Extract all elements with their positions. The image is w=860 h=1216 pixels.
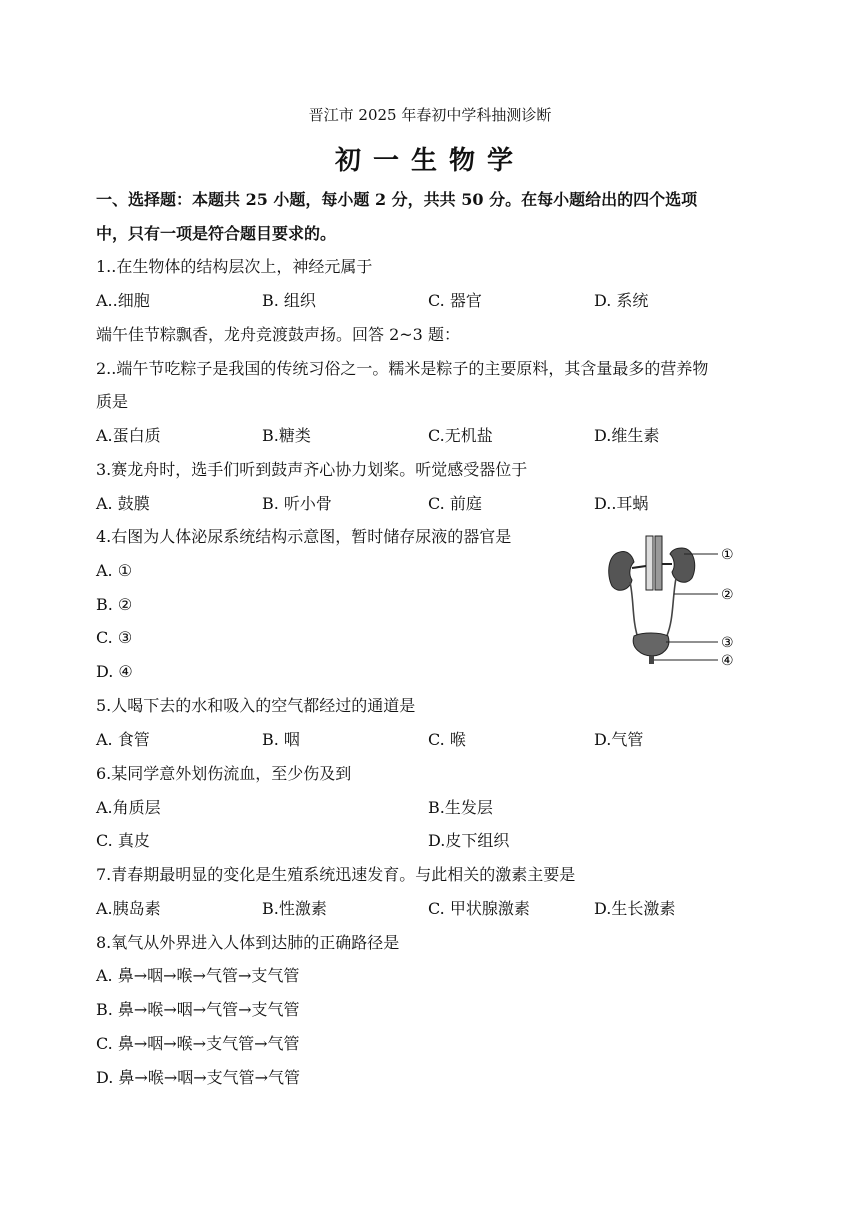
question-5-option-a: A. 食管: [96, 730, 150, 749]
aorta-shape: [646, 536, 653, 590]
question-1-option-a: A..细胞: [96, 291, 150, 310]
question-3-option-b: B. 听小骨: [262, 494, 332, 513]
question-8-option-b: B. 鼻→喉→咽→气管→支气管: [96, 1000, 300, 1019]
figure-label-1: ①: [721, 547, 734, 563]
question-3-option-d: D..耳蜗: [594, 494, 649, 513]
question-4-option-b: B. ②: [96, 595, 133, 614]
question-5-option-d: D.气管: [594, 730, 644, 749]
question-6-option-c: C. 真皮: [96, 831, 150, 850]
question-1-stem: 1..在生物体的结构层次上，神经元属于: [96, 257, 373, 276]
question-7-stem: 7.青春期最明显的变化是生殖系统迅速发育。与此相关的激素主要是: [96, 865, 576, 884]
left-ureter-shape: [630, 582, 638, 638]
question-3-stem: 3.赛龙舟时，选手们听到鼓声齐心协力划桨。听觉感受器位于: [96, 460, 528, 479]
question-8-stem: 8.氧气从外界进入人体到达肺的正确路径是: [96, 933, 400, 952]
question-2-stem-line1: 2..端午节吃粽子是我国的传统习俗之一。糯米是粽子的主要原料，其含量最多的营养物: [96, 359, 709, 378]
question-5-stem: 5.人喝下去的水和吸入的空气都经过的通道是: [96, 696, 416, 715]
exam-subtitle: 晋江市 2025 年春初中学科抽测诊断: [308, 106, 552, 124]
question-2-option-c: C.无机盐: [428, 426, 493, 445]
right-ureter-shape: [666, 578, 676, 638]
question-6-option-b: B.生发层: [428, 798, 493, 817]
question-2-stem-line2: 质是: [96, 392, 129, 411]
section-heading-line1: 一、选择题：本题共 25 小题，每小题 2 分，共共 50 分。在每小题给出的四个选项: [96, 190, 698, 209]
question-5-option-c: C. 喉: [428, 730, 466, 749]
question-5-option-b: B. 咽: [262, 730, 300, 749]
context-intro: 端午佳节粽飘香，龙舟竞渡鼓声扬。回答 2~3 题：: [96, 325, 460, 344]
figure-label-4: ④: [721, 653, 734, 669]
question-1-option-d: D. 系统: [594, 291, 649, 310]
question-4-option-d: D. ④: [96, 662, 133, 681]
question-8-option-c: C. 鼻→咽→喉→支气管→气管: [96, 1034, 300, 1053]
question-7-option-b: B.性激素: [262, 899, 327, 918]
question-1-option-c: C. 器官: [428, 291, 482, 310]
question-2-option-d: D.维生素: [594, 426, 660, 445]
question-2-option-a: A.蛋白质: [96, 426, 161, 445]
question-1-option-b: B. 组织: [262, 291, 316, 310]
section-heading-line2: 中，只有一项是符合题目要求的。: [96, 224, 337, 243]
question-6-option-d: D.皮下组织: [428, 831, 510, 850]
question-4-option-a: A. ①: [96, 561, 133, 580]
urinary-system-diagram: [600, 530, 750, 680]
question-4-stem: 4.右图为人体泌尿系统结构示意图，暂时储存尿液的器官是: [96, 527, 512, 546]
question-7-option-d: D.生长激素: [594, 899, 676, 918]
urinary-system-figure: [600, 530, 750, 680]
vena-cava-shape: [655, 536, 662, 590]
question-6-stem: 6.某同学意外划伤流血，至少伤及到: [96, 764, 352, 783]
figure-label-2: ②: [721, 587, 734, 603]
question-3-option-a: A. 鼓膜: [96, 494, 150, 513]
question-8-option-a: A. 鼻→咽→喉→气管→支气管: [96, 966, 300, 985]
question-7-option-a: A.胰岛素: [96, 899, 161, 918]
question-6-option-a: A.角质层: [96, 798, 161, 817]
question-7-option-c: C. 甲状腺激素: [428, 899, 530, 918]
bladder-shape: [633, 633, 669, 656]
question-4-option-c: C. ③: [96, 628, 133, 647]
question-8-option-d: D. 鼻→喉→咽→支气管→气管: [96, 1068, 301, 1087]
question-3-option-c: C. 前庭: [428, 494, 482, 513]
urethra-shape: [649, 656, 654, 664]
right-kidney-shape: [670, 548, 695, 582]
exam-title: 初一生物学: [334, 146, 525, 176]
figure-label-3: ③: [721, 635, 734, 651]
question-2-option-b: B.糖类: [262, 426, 311, 445]
